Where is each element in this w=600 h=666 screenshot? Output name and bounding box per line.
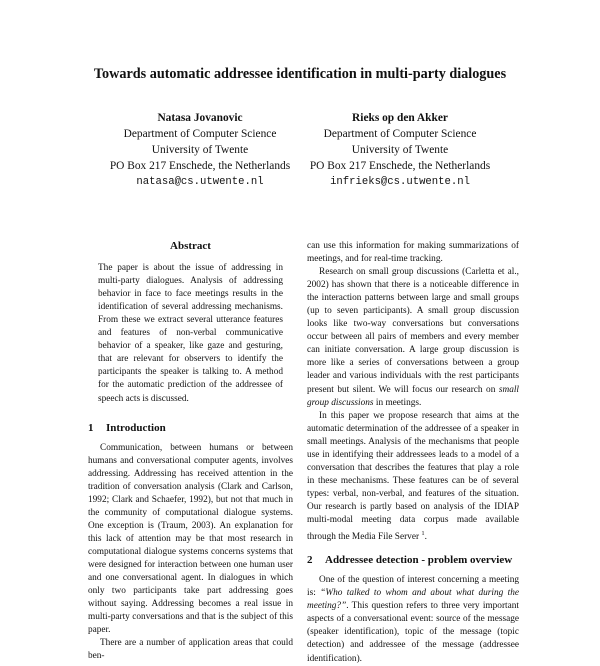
paragraph: Communication, between humans or between humans and conversational computer agents, involves addressing. Addressing has received attention in the tradition of conversation analysis (Clark and Carlson, 1992; Clark and Schaefer, 1992), but not that much in the community of computational dialogue systems. One exception is (Traum, 2003). An explanation for this lack of attention may be that most research in computational dialogue systems concerns systems that were designed for interaction between one human user and one conversational agent. In dialogues in which only two participants take part addressing goes without saying. Addressing becomes a real issue in multi-party conversations and that is the subject of this paper.	[88, 442, 293, 636]
paragraph-text: In this paper we propose research that aims at the automatic determination of the addressee of a speaker in small meetings. Analysis of the mechanisms that people use in identifying their addressees leads to a model of a conversation that describes the features that play a role in these mechanisms. These features can be of several types: verbal, non-verbal, and features of the situation. Our research is partly based on analysis of the IDIAP multi-modal meeting data corpus made available through the Media File Server	[307, 410, 519, 543]
author-department: Department of Computer Science	[323, 128, 477, 140]
abstract-text: The paper is about the issue of addressing in multi-party dialogues. Analysis of addressing behavior in face to face meetings results in the identification of several addressing mechanisms. From these we extract several utterance features and features of non-verbal communicative behavior of a speaker, like gaze and gesturing, that are relevant for observers to identify the participants the speaker is talking to. A method for the automatic prediction of the addressee of speech acts is discussed.	[98, 263, 283, 404]
paragraph-text: . This question refers to three very important aspects of a conversational event: source of the message (speaker identification), topic of the message (topic detection) and addressee of the message (addressee identification).	[307, 601, 519, 664]
paragraph-text: in meetings.	[375, 397, 422, 408]
emphasis-text: small group discussions	[307, 384, 520, 408]
author-university: University of Twente	[351, 144, 449, 156]
author-name: Natasa Jovanovic	[157, 112, 243, 124]
author-address: PO Box 217 Enschede, the Netherlands	[109, 160, 291, 172]
section-heading-addressee-detection	[307, 554, 519, 567]
paragraph: There are a number of application areas that could ben-	[88, 638, 293, 662]
author-block-1	[95, 110, 305, 190]
left-column	[88, 237, 293, 663]
paragraph	[307, 574, 519, 665]
paper-title: Towards automatic addressee identification in multi-party dialogues	[93, 66, 507, 82]
emphasis-text: “Who talked to whom and about what during the meeting?”	[307, 588, 519, 612]
paragraph-text: Research on small group discussions (Carletta et al., 2002) has shown that there is a noticeable difference in the interaction patterns between large and small groups (up to seven participants). A small group discussion looks like two-way conversations but conversations occur between all pairs of members and every member can initiate conversation. A large group discussion is more like a series of conversations between a group leader and various individuals with the rest participants present but silent. We will focus our research on	[307, 267, 519, 395]
paragraph: can use this information for making summarizations of meetings, and for real-time tracking.	[307, 241, 519, 265]
section-title: Addressee detection - problem overview	[325, 554, 513, 567]
right-column	[307, 240, 519, 666]
author-block-2	[295, 110, 505, 190]
author-email: natasa@cs.utwente.nl	[136, 176, 264, 188]
paragraph-text: .	[424, 532, 427, 543]
abstract-body	[98, 262, 283, 406]
abstract-heading: Abstract	[170, 240, 211, 252]
author-university: University of Twente	[151, 144, 249, 156]
section-heading-introduction	[88, 422, 293, 435]
paragraph-text: One of the question of interest concerning a meeting is:	[307, 575, 519, 599]
section-number: 1	[88, 421, 94, 434]
author-email: infrieks@cs.utwente.nl	[330, 176, 470, 188]
author-department: Department of Computer Science	[123, 128, 277, 140]
section-title: Introduction	[106, 421, 166, 434]
footnote-mark: 1	[421, 530, 425, 538]
paragraph	[307, 410, 519, 545]
section-number: 2	[307, 554, 313, 567]
author-address: PO Box 217 Enschede, the Netherlands	[309, 160, 491, 172]
author-name: Rieks op den Akker	[352, 112, 448, 124]
paragraph	[307, 266, 519, 410]
